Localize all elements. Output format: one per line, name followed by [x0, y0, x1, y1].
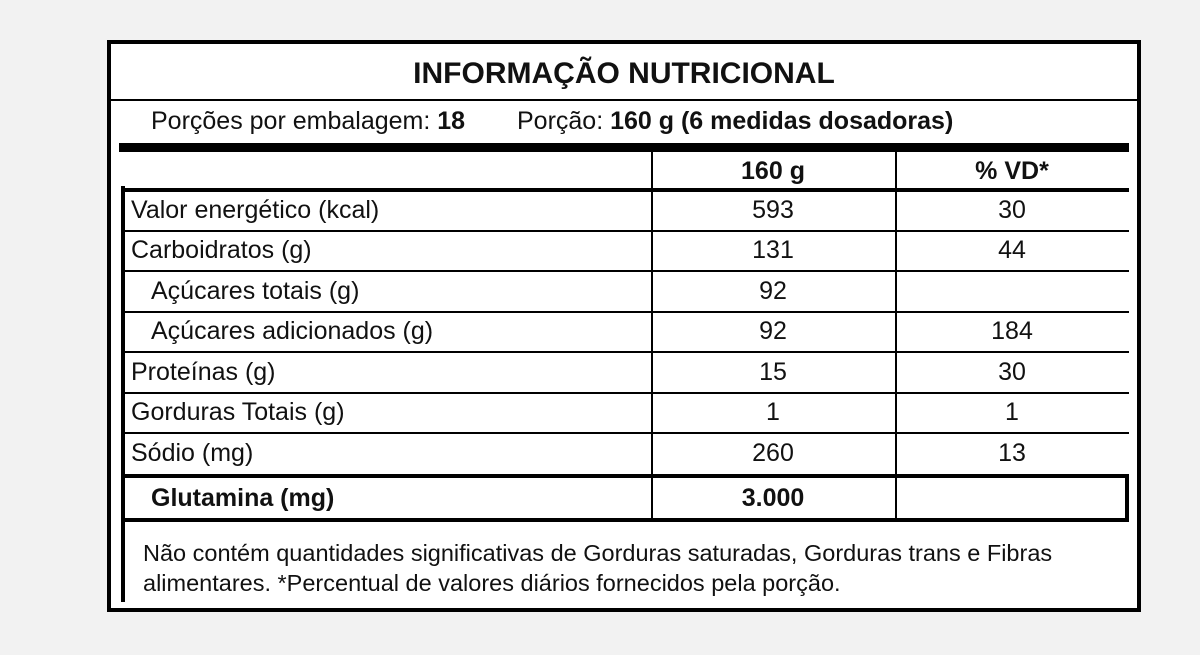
portion-label: Porção: [516, 107, 604, 135]
nutrient-amount: 1 [766, 398, 780, 427]
glutamine-amount: 3.000 [741, 483, 805, 512]
nutrition-facts-label [107, 40, 1141, 612]
nutrient-amount: 131 [752, 236, 794, 265]
nutrient-vd [895, 271, 1129, 312]
nutrient-name: Carboidratos (g) [131, 236, 312, 265]
nutrient-name: Proteínas (g) [131, 357, 276, 386]
portions-label: Porções por embalagem: [151, 107, 431, 135]
portions-value: 18 [437, 107, 466, 135]
serving-info [151, 107, 953, 136]
nutrient-amount: 593 [752, 195, 794, 224]
serving-divider [119, 143, 1129, 152]
nutrient-amount: 260 [752, 438, 794, 467]
label-title: INFORMAÇÃO NUTRICIONAL [413, 57, 835, 90]
footnote-left-border [121, 522, 125, 602]
nutrition-table [121, 152, 1129, 522]
nutrient-vd: 1 [1005, 398, 1019, 427]
footnote: Não contém quantidades significativas de Gorduras saturadas, Gorduras trans e Fibras alimentares. *Percentual de valores diários fornecidos pela porção. [143, 540, 1053, 596]
nutrient-vd: 30 [998, 357, 1026, 386]
nutrient-vd: 13 [998, 438, 1026, 467]
nutrient-name: Gorduras Totais (g) [131, 398, 345, 427]
glutamine-row-box [121, 474, 1129, 522]
nutrient-vd: 184 [991, 317, 1033, 346]
nutrient-amount: 15 [759, 357, 787, 386]
nutrient-amount: 92 [759, 317, 787, 346]
nutrient-vd: 30 [998, 195, 1026, 224]
table-left-border [121, 186, 125, 524]
glutamine-name: Glutamina (mg) [151, 483, 335, 512]
nutrient-name: Açúcares adicionados (g) [151, 317, 434, 346]
nutrient-amount: 92 [759, 276, 787, 305]
header-vd: % VD* [975, 156, 1049, 185]
title-divider [111, 99, 1137, 101]
header-amount: 160 g [741, 156, 805, 185]
portion-value: 160 g (6 medidas dosadoras) [610, 107, 954, 135]
nutrient-name: Sódio (mg) [131, 438, 254, 467]
nutrient-name: Valor energético (kcal) [131, 195, 380, 224]
nutrient-vd: 44 [998, 236, 1026, 265]
nutrient-name: Açúcares totais (g) [151, 276, 360, 305]
